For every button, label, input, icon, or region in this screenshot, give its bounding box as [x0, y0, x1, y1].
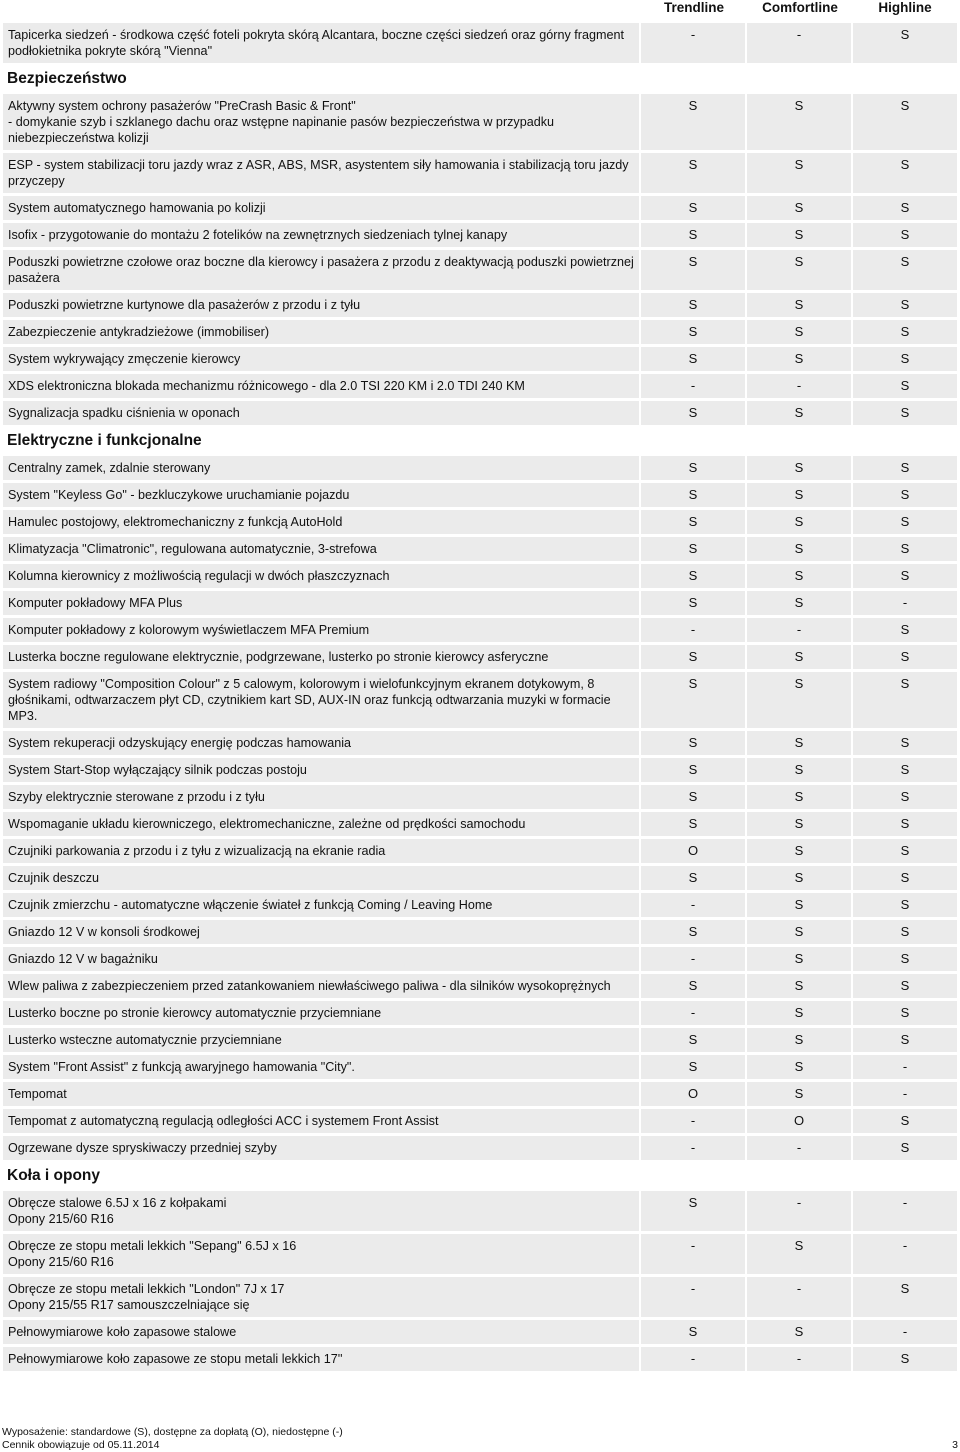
- value-highline: S: [853, 893, 957, 917]
- value-trendline: O: [641, 1082, 745, 1106]
- table-row: [3, 839, 957, 863]
- value-highline: S: [853, 1028, 957, 1052]
- value-highline: -: [853, 1234, 957, 1274]
- row-description: Gniazdo 12 V w bagażniku: [3, 947, 639, 971]
- value-highline: S: [853, 483, 957, 507]
- value-comfortline: S: [747, 1001, 851, 1025]
- value-trendline: S: [641, 1028, 745, 1052]
- row-description: Poduszki powietrzne kurtynowe dla pasażerów z przodu i z tyłu: [3, 293, 639, 317]
- value-trendline: S: [641, 483, 745, 507]
- row-description: Obręcze ze stopu metali lekkich "Sepang" 6.5J x 16 Opony 215/60 R16: [3, 1234, 639, 1274]
- row-description: Lusterko boczne po stronie kierowcy automatycznie przyciemniane: [3, 1001, 639, 1025]
- row-description: Pełnowymiarowe koło zapasowe stalowe: [3, 1320, 639, 1344]
- value-highline: S: [853, 456, 957, 480]
- table-row: [3, 974, 957, 998]
- value-trendline: S: [641, 401, 745, 425]
- table-row: [3, 1234, 957, 1274]
- value-trendline: -: [641, 1109, 745, 1133]
- value-highline: S: [853, 1347, 957, 1371]
- page-footer: [0, 1426, 960, 1452]
- value-highline: S: [853, 223, 957, 247]
- value-comfortline: S: [747, 758, 851, 782]
- value-highline: -: [853, 591, 957, 615]
- row-description: System automatycznego hamowania po kolizji: [3, 196, 639, 220]
- table-row: [3, 564, 957, 588]
- table-row: [3, 1001, 957, 1025]
- value-comfortline: S: [747, 1055, 851, 1079]
- row-description: Pełnowymiarowe koło zapasowe ze stopu metali lekkich 17'': [3, 1347, 639, 1371]
- value-highline: S: [853, 94, 957, 150]
- value-trendline: -: [641, 374, 745, 398]
- table-row: [3, 1191, 957, 1231]
- value-highline: S: [853, 153, 957, 193]
- value-highline: S: [853, 645, 957, 669]
- value-comfortline: S: [747, 223, 851, 247]
- table-row: [3, 812, 957, 836]
- row-description: System Start-Stop wyłączający silnik podczas postoju: [3, 758, 639, 782]
- value-trendline: S: [641, 456, 745, 480]
- row-description: Czujniki parkowania z przodu i z tyłu z wizualizacją na ekranie radia: [3, 839, 639, 863]
- value-trendline: S: [641, 785, 745, 809]
- table-row: [3, 23, 957, 63]
- value-comfortline: S: [747, 293, 851, 317]
- column-header-row: [0, 0, 960, 18]
- table-row: [3, 320, 957, 344]
- value-trendline: -: [641, 893, 745, 917]
- value-comfortline: S: [747, 320, 851, 344]
- table-row: [3, 645, 957, 669]
- value-highline: S: [853, 618, 957, 642]
- value-trendline: -: [641, 1136, 745, 1160]
- table-row: [3, 672, 957, 728]
- value-trendline: S: [641, 758, 745, 782]
- row-description: Kolumna kierownicy z możliwością regulacji w dwóch płaszczyznach: [3, 564, 639, 588]
- value-comfortline: S: [747, 672, 851, 728]
- value-highline: S: [853, 758, 957, 782]
- table-row: [3, 1082, 957, 1106]
- value-highline: -: [853, 1082, 957, 1106]
- value-comfortline: S: [747, 196, 851, 220]
- section-heading: Bezpieczeństwo: [7, 70, 127, 87]
- value-trendline: S: [641, 347, 745, 371]
- table-row: [3, 947, 957, 971]
- row-description: Wspomaganie układu kierowniczego, elektromechaniczne, zależne od prędkości samochodu: [3, 812, 639, 836]
- value-trendline: -: [641, 1234, 745, 1274]
- table-row: [3, 785, 957, 809]
- table-row: [3, 94, 957, 150]
- table-row: [3, 1136, 957, 1160]
- table-row: [3, 591, 957, 615]
- row-description: Obręcze ze stopu metali lekkich "London" 7J x 17 Opony 215/55 R17 samouszczelniające się: [3, 1277, 639, 1317]
- table-row: [3, 1109, 957, 1133]
- value-comfortline: S: [747, 537, 851, 561]
- table-row: [3, 250, 957, 290]
- table-row: [3, 293, 957, 317]
- value-trendline: -: [641, 23, 745, 63]
- table-row: [3, 401, 957, 425]
- value-trendline: S: [641, 812, 745, 836]
- row-description: System wykrywający zmęczenie kierowcy: [3, 347, 639, 371]
- table-row: [3, 1277, 957, 1317]
- value-trendline: S: [641, 223, 745, 247]
- value-comfortline: S: [747, 812, 851, 836]
- value-trendline: S: [641, 564, 745, 588]
- row-description: Wlew paliwa z zabezpieczeniem przed zatankowaniem niewłaściwego paliwa - dla silników wysokoprężnych: [3, 974, 639, 998]
- value-trendline: S: [641, 645, 745, 669]
- value-highline: -: [853, 1055, 957, 1079]
- value-highline: S: [853, 293, 957, 317]
- value-highline: S: [853, 672, 957, 728]
- section-heading: Elektryczne i funkcjonalne: [7, 432, 202, 449]
- value-highline: S: [853, 974, 957, 998]
- row-description: Hamulec postojowy, elektromechaniczny z funkcją AutoHold: [3, 510, 639, 534]
- value-comfortline: S: [747, 401, 851, 425]
- value-comfortline: -: [747, 1191, 851, 1231]
- value-highline: S: [853, 374, 957, 398]
- table-row: [3, 893, 957, 917]
- value-comfortline: -: [747, 1347, 851, 1371]
- row-description: Centralny zamek, zdalnie sterowany: [3, 456, 639, 480]
- row-description: Aktywny system ochrony pasażerów "PreCrash Basic & Front" - domykanie szyb i szklanego dachu oraz wstępne napinanie pasów bezpieczeństwa w przypadku niebezpieczeństwa kolizji: [3, 94, 639, 150]
- value-comfortline: S: [747, 785, 851, 809]
- value-highline: S: [853, 1001, 957, 1025]
- table-row: [3, 731, 957, 755]
- value-comfortline: S: [747, 1028, 851, 1052]
- value-highline: S: [853, 920, 957, 944]
- value-highline: S: [853, 320, 957, 344]
- value-comfortline: S: [747, 1082, 851, 1106]
- value-highline: S: [853, 812, 957, 836]
- value-trendline: -: [641, 1277, 745, 1317]
- table-row: [3, 1028, 957, 1052]
- value-comfortline: O: [747, 1109, 851, 1133]
- table-row: [3, 456, 957, 480]
- table-row: [3, 1347, 957, 1371]
- value-comfortline: -: [747, 374, 851, 398]
- value-highline: -: [853, 1320, 957, 1344]
- value-highline: S: [853, 1136, 957, 1160]
- row-description: Tempomat: [3, 1082, 639, 1106]
- row-description: Czujnik deszczu: [3, 866, 639, 890]
- row-description: Ogrzewane dysze spryskiwaczy przedniej szyby: [3, 1136, 639, 1160]
- value-trendline: S: [641, 153, 745, 193]
- value-comfortline: S: [747, 866, 851, 890]
- value-highline: S: [853, 23, 957, 63]
- value-trendline: S: [641, 196, 745, 220]
- section-heading: Koła i opony: [7, 1167, 100, 1184]
- value-comfortline: S: [747, 591, 851, 615]
- row-description: Lusterka boczne regulowane elektrycznie, podgrzewane, lusterko po stronie kierowcy asferyczne: [3, 645, 639, 669]
- value-comfortline: S: [747, 250, 851, 290]
- value-comfortline: -: [747, 1277, 851, 1317]
- table-row: [3, 483, 957, 507]
- table-row: [3, 920, 957, 944]
- value-highline: -: [853, 1191, 957, 1231]
- table-row: [3, 618, 957, 642]
- value-trendline: S: [641, 672, 745, 728]
- row-description: Tapicerka siedzeń - środkowa część foteli pokryta skórą Alcantara, boczne części siedzeń oraz górny fragment podłokietnika pokryte skórą "Vienna": [3, 23, 639, 63]
- table-row: [3, 1320, 957, 1344]
- value-comfortline: S: [747, 564, 851, 588]
- table-row: [3, 1055, 957, 1079]
- value-comfortline: -: [747, 618, 851, 642]
- table-row: [3, 758, 957, 782]
- value-highline: S: [853, 1277, 957, 1317]
- value-highline: S: [853, 347, 957, 371]
- value-comfortline: S: [747, 645, 851, 669]
- table-row: [3, 196, 957, 220]
- value-trendline: -: [641, 618, 745, 642]
- value-comfortline: -: [747, 1136, 851, 1160]
- value-trendline: -: [641, 1347, 745, 1371]
- value-trendline: S: [641, 510, 745, 534]
- value-highline: S: [853, 196, 957, 220]
- row-description: Sygnalizacja spadku ciśnienia w oponach: [3, 401, 639, 425]
- value-trendline: S: [641, 920, 745, 944]
- value-comfortline: S: [747, 947, 851, 971]
- value-highline: S: [853, 564, 957, 588]
- value-highline: S: [853, 947, 957, 971]
- value-comfortline: S: [747, 839, 851, 863]
- value-comfortline: S: [747, 1320, 851, 1344]
- value-comfortline: S: [747, 94, 851, 150]
- row-description: Lusterko wsteczne automatycznie przyciemniane: [3, 1028, 639, 1052]
- equipment-table: [3, 23, 957, 1374]
- value-comfortline: S: [747, 483, 851, 507]
- table-row: [3, 153, 957, 193]
- value-highline: S: [853, 839, 957, 863]
- value-comfortline: S: [747, 347, 851, 371]
- table-row: [3, 866, 957, 890]
- value-trendline: S: [641, 537, 745, 561]
- row-description: ESP - system stabilizacji toru jazdy wraz z ASR, ABS, MSR, asystentem siły hamowania i stabilizacją toru jazdy przyczepy: [3, 153, 639, 193]
- value-comfortline: S: [747, 893, 851, 917]
- row-description: System "Front Assist" z funkcją awaryjnego hamowania "City".: [3, 1055, 639, 1079]
- row-description: System radiowy "Composition Colour" z 5 calowym, kolorowym i wielofunkcyjnym ekranem dotykowym, 8 głośnikami, odtwarzaczem płyt CD, czytnikiem kart SD, AUX-IN oraz funkcją odtwarzania muzyki w formacie MP3.: [3, 672, 639, 728]
- table-row: [3, 537, 957, 561]
- value-trendline: S: [641, 866, 745, 890]
- row-description: Klimatyzacja "Climatronic", regulowana automatycznie, 3-strefowa: [3, 537, 639, 561]
- value-comfortline: S: [747, 1234, 851, 1274]
- page-number: 3: [952, 1439, 958, 1451]
- value-highline: S: [853, 1109, 957, 1133]
- column-header-highline: Highline: [878, 0, 932, 15]
- value-trendline: S: [641, 250, 745, 290]
- value-trendline: -: [641, 1001, 745, 1025]
- value-highline: S: [853, 731, 957, 755]
- validity-text: Cennik obowiązuje od 05.11.2014: [2, 1439, 160, 1451]
- row-description: Komputer pokładowy z kolorowym wyświetlaczem MFA Premium: [3, 618, 639, 642]
- value-comfortline: S: [747, 974, 851, 998]
- value-comfortline: -: [747, 23, 851, 63]
- row-description: Komputer pokładowy MFA Plus: [3, 591, 639, 615]
- value-trendline: -: [641, 947, 745, 971]
- row-description: Poduszki powietrzne czołowe oraz boczne dla kierowcy i pasażera z przodu z deaktywacją poduszki powietrznej pasażera: [3, 250, 639, 290]
- value-comfortline: S: [747, 510, 851, 534]
- column-header-comfortline: Comfortline: [762, 0, 838, 15]
- value-highline: S: [853, 785, 957, 809]
- value-trendline: S: [641, 1055, 745, 1079]
- value-comfortline: S: [747, 731, 851, 755]
- column-header-trendline: Trendline: [663, 0, 724, 15]
- row-description: Gniazdo 12 V w konsoli środkowej: [3, 920, 639, 944]
- legend-text: Wyposażenie: standardowe (S), dostępne za dopłatą (O), niedostępne (-): [2, 1426, 343, 1438]
- value-trendline: S: [641, 731, 745, 755]
- row-description: Tempomat z automatyczną regulacją odległości ACC i systemem Front Assist: [3, 1109, 639, 1133]
- table-row: [3, 510, 957, 534]
- row-description: Czujnik zmierzchu - automatyczne włączenie świateł z funkcją Coming / Leaving Home: [3, 893, 639, 917]
- value-comfortline: S: [747, 920, 851, 944]
- value-trendline: O: [641, 839, 745, 863]
- value-highline: S: [853, 250, 957, 290]
- row-description: Obręcze stalowe 6.5J x 16 z kołpakami Opony 215/60 R16: [3, 1191, 639, 1231]
- value-highline: S: [853, 537, 957, 561]
- row-description: Isofix - przygotowanie do montażu 2 fotelików na zewnętrznych siedzeniach tylnej kanapy: [3, 223, 639, 247]
- value-trendline: S: [641, 320, 745, 344]
- value-highline: S: [853, 866, 957, 890]
- value-comfortline: S: [747, 456, 851, 480]
- value-comfortline: S: [747, 153, 851, 193]
- value-trendline: S: [641, 94, 745, 150]
- value-highline: S: [853, 401, 957, 425]
- value-trendline: S: [641, 974, 745, 998]
- value-trendline: S: [641, 293, 745, 317]
- value-trendline: S: [641, 1191, 745, 1231]
- table-row: [3, 374, 957, 398]
- value-trendline: S: [641, 1320, 745, 1344]
- row-description: System rekuperacji odzyskujący energię podczas hamowania: [3, 731, 639, 755]
- row-description: Szyby elektrycznie sterowane z przodu i z tyłu: [3, 785, 639, 809]
- row-description: XDS elektroniczna blokada mechanizmu różnicowego - dla 2.0 TSI 220 KM i 2.0 TDI 240 KM: [3, 374, 639, 398]
- table-row: [3, 347, 957, 371]
- value-highline: S: [853, 510, 957, 534]
- row-description: Zabezpieczenie antykradzieżowe (immobiliser): [3, 320, 639, 344]
- table-row: [3, 223, 957, 247]
- value-trendline: S: [641, 591, 745, 615]
- row-description: System "Keyless Go" - bezkluczykowe uruchamianie pojazdu: [3, 483, 639, 507]
